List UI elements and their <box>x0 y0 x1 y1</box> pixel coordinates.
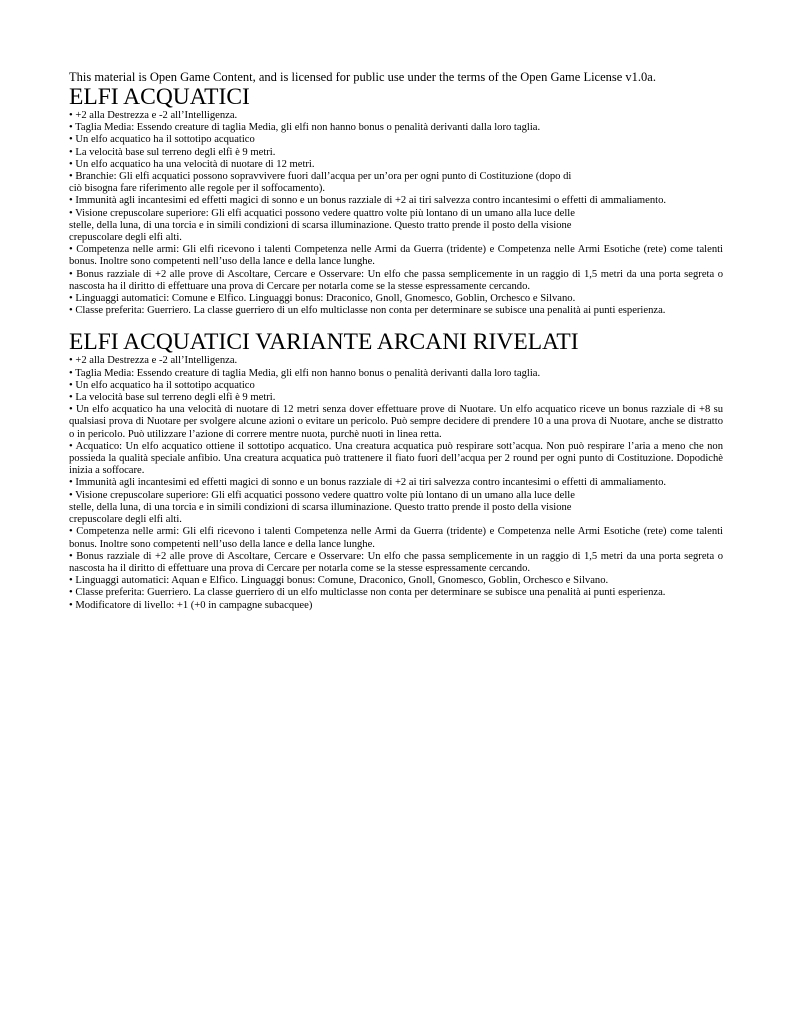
trait-item: • Competenza nelle armi: Gli elfi ricevono i talenti Competenza nelle Armi da Guerra (tridente) e Competenza nelle Armi Esotiche (rete) come talenti bonus. Inoltre sono competenti nell’uso della lance e della lance lunghe. <box>69 244 723 268</box>
trait-item: • Immunità agli incantesimi ed effetti magici di sonno e un bonus razziale di +2 ai tiri salvezza contro incantesimi o effetti di ammaliamento. <box>69 477 667 489</box>
section-elfi-acquatici <box>69 85 723 317</box>
trait-item: • Un elfo acquatico ha una velocità di nuotare di 12 metri. <box>69 158 315 170</box>
trait-item <box>69 490 723 527</box>
trait-list <box>69 110 723 317</box>
trait-item: • La velocità base sul terreno degli elfi è 9 metri. <box>69 392 276 404</box>
trait-line: crepuscolare degli elfi alti. <box>69 232 182 244</box>
trait-item: • Bonus razziale di +2 alle prove di Ascoltare, Cercare e Osservare: Un elfo che passa semplicemente in un raggio di 1,5 metri da una porta segreta o nascosta ha il diritto di effettuare una prova di Cercare per notarla come se la stesse espressamente cercando. <box>69 550 723 574</box>
trait-line: ciò bisogna fare riferimento alle regole per il soffocamento). <box>69 183 326 195</box>
trait-item: • Linguaggi automatici: Comune e Elfico. Linguaggi bonus: Draconico, Gnoll, Gnomesco, Goblin, Orchesco e Silvano. <box>69 293 576 305</box>
trait-list <box>69 355 723 611</box>
trait-item: • Classe preferita: Guerriero. La classe guerriero di un elfo multiclasse non conta per determinare se subisce una penalità ai punti esperienza. <box>69 305 666 317</box>
trait-item: • +2 alla Destrezza e -2 all’Intelligenza. <box>69 110 238 121</box>
trait-item: • La velocità base sul terreno degli elfi è 9 metri. <box>69 146 276 158</box>
section-elfi-acquatici-variante <box>69 330 723 611</box>
trait-item: • Taglia Media: Essendo creature di taglia Media, gli elfi non hanno bonus o penalità derivanti dalla loro taglia. <box>69 122 541 134</box>
trait-line: stelle, della luna, di una torcia e in simili condizioni di scarsa illuminazione. Questo tratto prende il posto della visione <box>69 501 572 513</box>
license-notice: This material is Open Game Content, and is licensed for public use under the terms of the Open Game License v1.0a. <box>69 70 656 84</box>
trait-item: • Taglia Media: Essendo creature di taglia Media, gli elfi non hanno bonus o penalità derivanti dalla loro taglia. <box>69 367 541 379</box>
trait-line: • Branchie: Gli elfi acquatici possono sopravvivere fuori dall’acqua per un’ora per ogni punto di Costituzione (dopo di <box>69 171 572 183</box>
trait-item: • +2 alla Destrezza e -2 all’Intelligenza. <box>69 355 238 367</box>
trait-item: • Immunità agli incantesimi ed effetti magici di sonno e un bonus razziale di +2 ai tiri salvezza contro incantesimi o effetti di ammaliamento. <box>69 195 667 207</box>
section-title: ELFI ACQUATICI <box>69 84 250 110</box>
trait-item <box>69 208 723 245</box>
trait-item: • Un elfo acquatico ha il sottotipo acquatico <box>69 379 255 391</box>
trait-line: • Visione crepuscolare superiore: Gli elfi acquatici possono vedere quattro volte più lontano di un umano alla luce delle <box>69 207 575 219</box>
trait-line: • Visione crepuscolare superiore: Gli elfi acquatici possono vedere quattro volte più lontano di un umano alla luce delle <box>69 489 575 501</box>
trait-item: • Linguaggi automatici: Aquan e Elfico. Linguaggi bonus: Comune, Draconico, Gnoll, Gnomesco, Goblin, Orchesco e Silvano. <box>69 575 609 587</box>
trait-item: • Classe preferita: Guerriero. La classe guerriero di un elfo multiclasse non conta per determinare se subisce una penalità ai punti esperienza. <box>69 587 666 599</box>
trait-item <box>69 171 723 195</box>
trait-item: • Competenza nelle armi: Gli elfi ricevono i talenti Competenza nelle Armi da Guerra (tridente) e Competenza nelle Armi Esotiche (rete) come talenti bonus. Inoltre sono competenti nell’uso della lance e della lance lunghe. <box>69 526 723 550</box>
trait-item: • Bonus razziale di +2 alle prove di Ascoltare, Cercare e Osservare: Un elfo che passa semplicemente in un raggio di 1,5 metri da una porta segreta o nascosta ha il diritto di effettuare una prova di Cercare per notarla come se la stesse espressamente cercando. <box>69 268 723 292</box>
trait-line: crepuscolare degli elfi alti. <box>69 514 182 526</box>
trait-item: • Modificatore di livello: +1 (+0 in campagne subacquee) <box>69 599 313 611</box>
trait-item: • Acquatico: Un elfo acquatico ottiene il sottotipo acquatico. Una creatura acquatica può respirare sott’acqua. Non può respirare l’aria a meno che non possieda la qualità speciale anfibio. Una creatura acquatica può trattenere il fiato fuori dell’acqua per 2 round per ogni punto di Costituzione. Dopodichè inizia a soffocare. <box>69 440 723 477</box>
trait-item: • Un elfo acquatico ha una velocità di nuotare di 12 metri senza dover effettuare prove di Nuotare. Un elfo acquatico riceve un bonus razziale di +8 su qualsiasi prova di Nuotare per svolgere alcune azioni o evitare un pericolo. Può sempre decidere di prendere 10 a una prova di Nuotare, anche se distratto o in pericolo. Può utilizzare l’azione di correre mentre nuota, purchè nuoti in linea retta. <box>69 404 723 440</box>
document-page <box>69 70 723 612</box>
trait-line: stelle, della luna, di una torcia e in simili condizioni di scarsa illuminazione. Questo tratto prende il posto della visione <box>69 219 572 231</box>
trait-item: • Un elfo acquatico ha il sottotipo acquatico <box>69 134 255 146</box>
section-title: ELFI ACQUATICI VARIANTE ARCANI RIVELATI <box>69 329 579 356</box>
